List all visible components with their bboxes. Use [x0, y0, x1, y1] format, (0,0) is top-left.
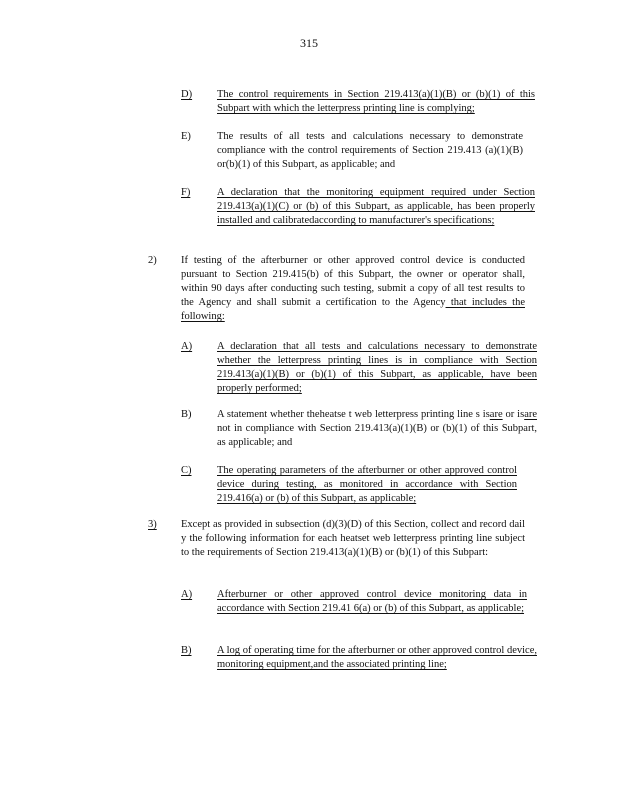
- item-text-inserted: are: [524, 409, 538, 420]
- item-text-inserted: that includes the following:: [181, 297, 525, 322]
- item-text: A log of operating time for the afterburner or other approved control device, monitoring equipment,and the associated printing line;: [217, 645, 537, 670]
- item-text: A declaration that all tests and calculations necessary to demonstrate whether the letterpress printing lines is in compliance with Section 219.413(a)(1)(B) or (b)(1) of this Subpart, as applicable, have been properly performed;: [217, 341, 537, 394]
- item-text: A declaration that the monitoring equipment required under Section 219.413(a)(1)(C) or (b) of this Subpart, as applicable, has been properly installed and calibratedaccording to manufacturer's specifications;: [217, 187, 535, 226]
- item-text: The operating parameters of the afterburner or other approved control device during testing, as monitored in accordance with Section 219.416(a) or (b) of this Subpart, as applicable;: [217, 465, 517, 504]
- item-text-inserted: are: [489, 409, 503, 420]
- item-text-b: or is: [502, 409, 525, 420]
- page-number: 315: [300, 36, 318, 50]
- item-text: Afterburner or other approved control device monitoring data in accordance with Section 219.41 6(a) or (b) of this Subpart, as applicable;: [217, 589, 527, 614]
- item-text: [217, 130, 523, 172]
- item-text: Except as provided in subsection (d)(3)(D) of this Section, collect and record dail y the following information for each heatset web letterpress printing line subject to the requirements of Section 219.413(a)(1)(B) or (b)(1) of this Subpart:: [181, 519, 525, 558]
- item-label: 2): [148, 255, 157, 266]
- item-label: D): [181, 89, 193, 100]
- item-text: [181, 254, 525, 324]
- item-label: F): [181, 187, 191, 198]
- item-label: 3): [148, 519, 157, 530]
- item-text: [217, 408, 537, 450]
- item-text-c: not in compliance with Section 219.413(a)(1)(B) or (b)(1) of this Subpart, as applicable;: [217, 423, 537, 448]
- item-text-main: The results of all tests and calculations necessary to demonstrate compliance with the control requirements of Section 219.413 (a)(1)(B) or(b)(1) of this Subpart, as applicable;: [217, 131, 523, 170]
- item-text: The control requirements in Section 219.413(a)(1)(B) or (b)(1) of this Subpart with which the letterpress printing line is complying;: [217, 89, 535, 114]
- item-text-main: If testing of the afterburner or other approved control device is conducted pursuant to Section 219.415(b) of this Subpart, the owner or operator shall, within 90 days after conducting such testing, submit a copy of all test results to the Agency and shall submit a certification to the Agency: [181, 255, 525, 308]
- item-label: B): [181, 409, 192, 420]
- item-label: A): [181, 589, 193, 600]
- item-label: B): [181, 645, 192, 656]
- item-text-d: and: [274, 437, 293, 448]
- item-text-tail: and: [377, 159, 396, 170]
- item-label: E): [181, 131, 191, 142]
- item-label: C): [181, 465, 192, 476]
- item-label: A): [181, 341, 193, 352]
- item-text-a: A statement whether theheatse t web letterpress printing line s is: [217, 409, 490, 420]
